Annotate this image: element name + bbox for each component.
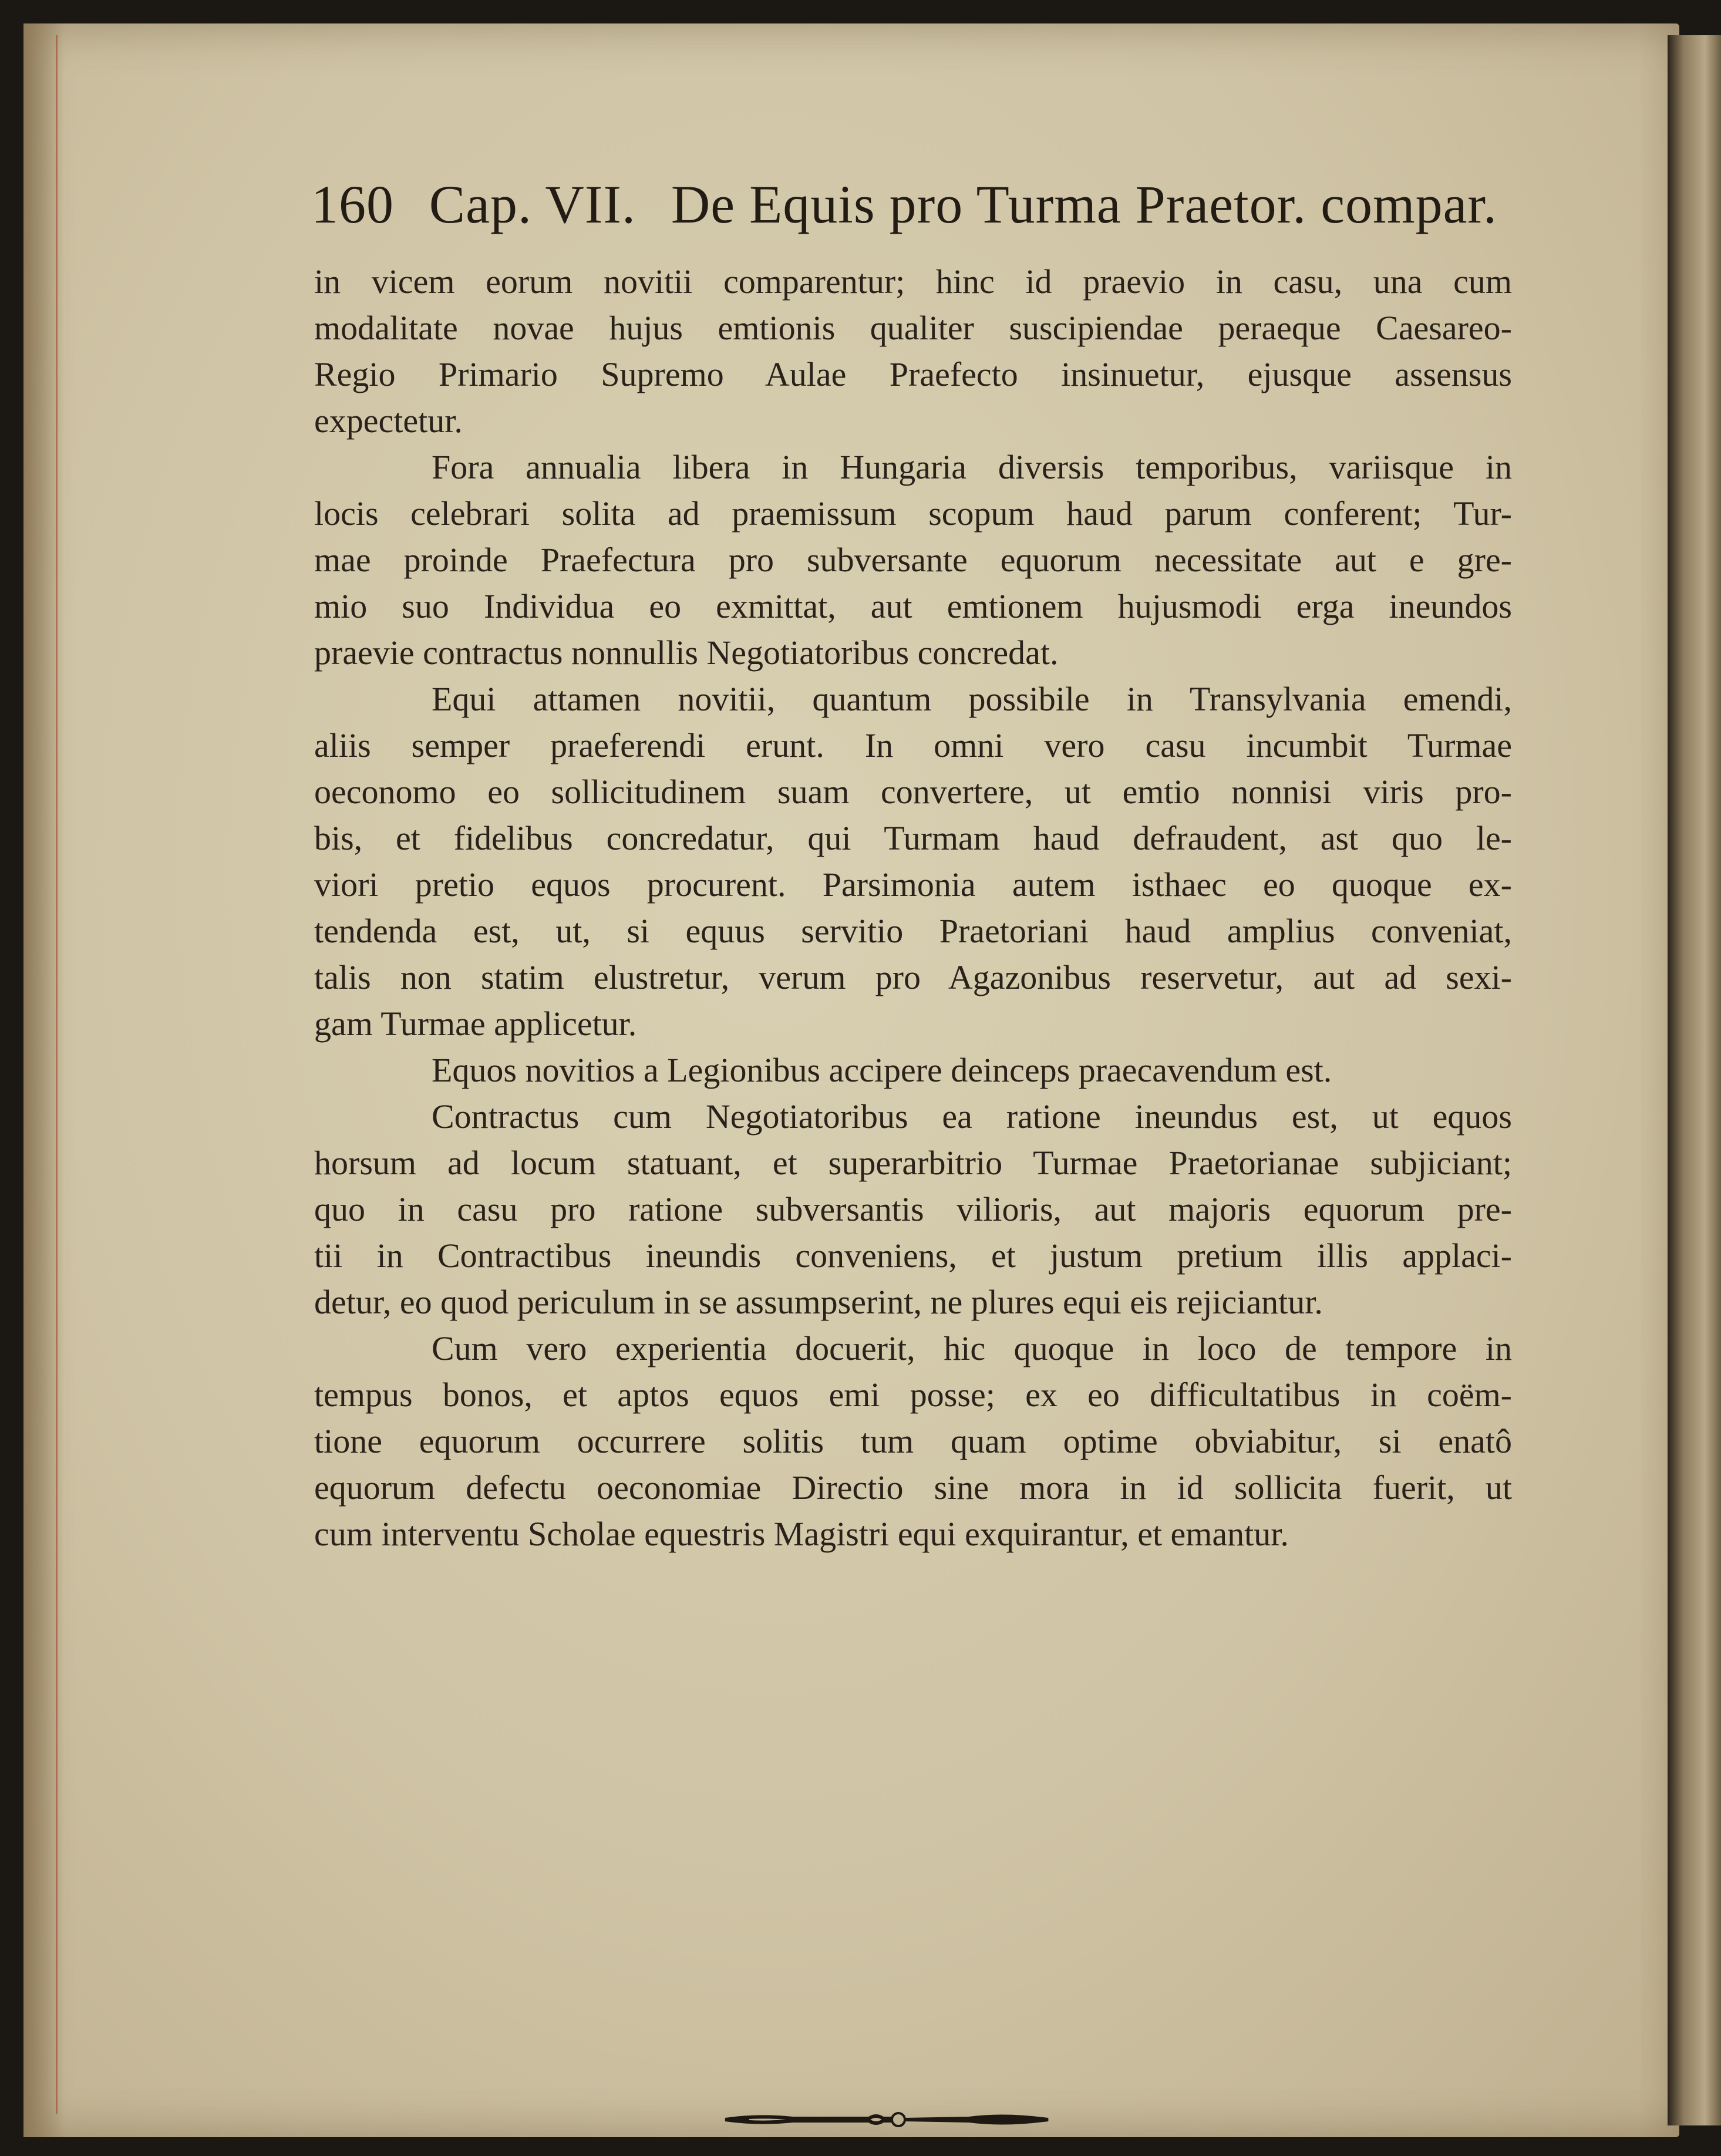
text-line: tempus bonos, et aptos equos emi posse; ex eo difficultatibus in coëm- [314,1376,1512,1414]
text-line: tione equorum occurrere solitis tum quam optime obviabitur, si enatô [314,1422,1512,1460]
text-line: Cum vero experientia docuerit, hic quoque in loco de tempore in [432,1329,1512,1367]
text-line: equorum defectu oeconomiae Directio sine mora in id sollicita fuerit, ut [314,1468,1512,1507]
page-edge-red-line [56,35,58,2114]
text-line: quo in casu pro ratione subversantis vilioris, aut majoris equorum pre- [314,1190,1512,1228]
chapter-label: Cap. VII. [429,174,636,234]
text-line: mio suo Individua eo exmittat, aut emtionem hujusmodi erga ineundos [314,587,1512,625]
running-title: De Equis pro Turma Praetor. compar. [671,174,1497,234]
text-line: talis non statim elustretur, verum pro Agazonibus reservetur, aut ad sexi- [314,958,1512,996]
text-line: expectetur. [314,402,463,440]
text-line: tii in Contractibus ineundis conveniens, et justum pretium illis applaci- [314,1237,1512,1275]
running-header [311,173,1497,235]
text-line: aliis semper praeferendi erunt. In omni vero casu incumbit Turmae [314,726,1512,764]
text-line: gam Turmae applicetur. [314,1005,637,1043]
text-line: mae proinde Praefectura pro subversante equorum necessitate aut e gre- [314,541,1512,579]
page-gutter-shadow [23,23,65,2137]
text-line: oeconomo eo sollicitudinem suam convertere, ut emtio nonnisi viris pro- [314,773,1512,811]
text-line: cum interventu Scholae equestris Magistri equi exquirantur, et emantur. [314,1515,1289,1553]
text-line: bis, et fidelibus concredatur, qui Turmam haud defraudent, ast quo le- [314,819,1512,857]
text-line: Contractus cum Negotiatoribus ea ratione ineundus est, ut equos [432,1097,1512,1136]
text-line: Fora annualia libera in Hungaria diversis temporibus, variisque in [432,448,1512,486]
page-body-text [314,258,1512,1557]
text-line: in vicem eorum novitii comparentur; hinc id praevio in casu, una cum [314,262,1512,301]
text-line: praevie contractus nonnullis Negotiatoribus concredat. [314,634,1059,672]
text-line: modalitate novae hujus emtionis qualiter suscipiendae peraeque Caesareo- [314,309,1512,347]
text-line: viori pretio equos procurent. Parsimonia autem isthaec eo quoque ex- [314,865,1512,904]
text-line: Equi attamen novitii, quantum possibile in Transylvania emendi, [432,680,1512,718]
text-line: detur, eo quod periculum in se assumpserint, ne plures equi eis rejiciantur. [314,1283,1323,1321]
text-line: locis celebrari solita ad praemissum scopum haud parum conferent; Tur- [314,494,1512,533]
text-line: tendenda est, ut, si equus servitio Praetoriani haud amplius conveniat, [314,912,1512,950]
text-line: Regio Primario Supremo Aulae Praefecto insinuetur, ejusque assensus [314,355,1512,393]
closing-ornament-icon [722,2108,1051,2131]
page-number: 160 [311,174,394,234]
text-line: Equos novitios a Legionibus accipere deinceps praecavendum est. [432,1051,1332,1089]
facing-page-edge [1668,35,1721,2125]
text-line: horsum ad locum statuant, et superarbitrio Turmae Praetorianae subjiciant; [314,1144,1512,1182]
